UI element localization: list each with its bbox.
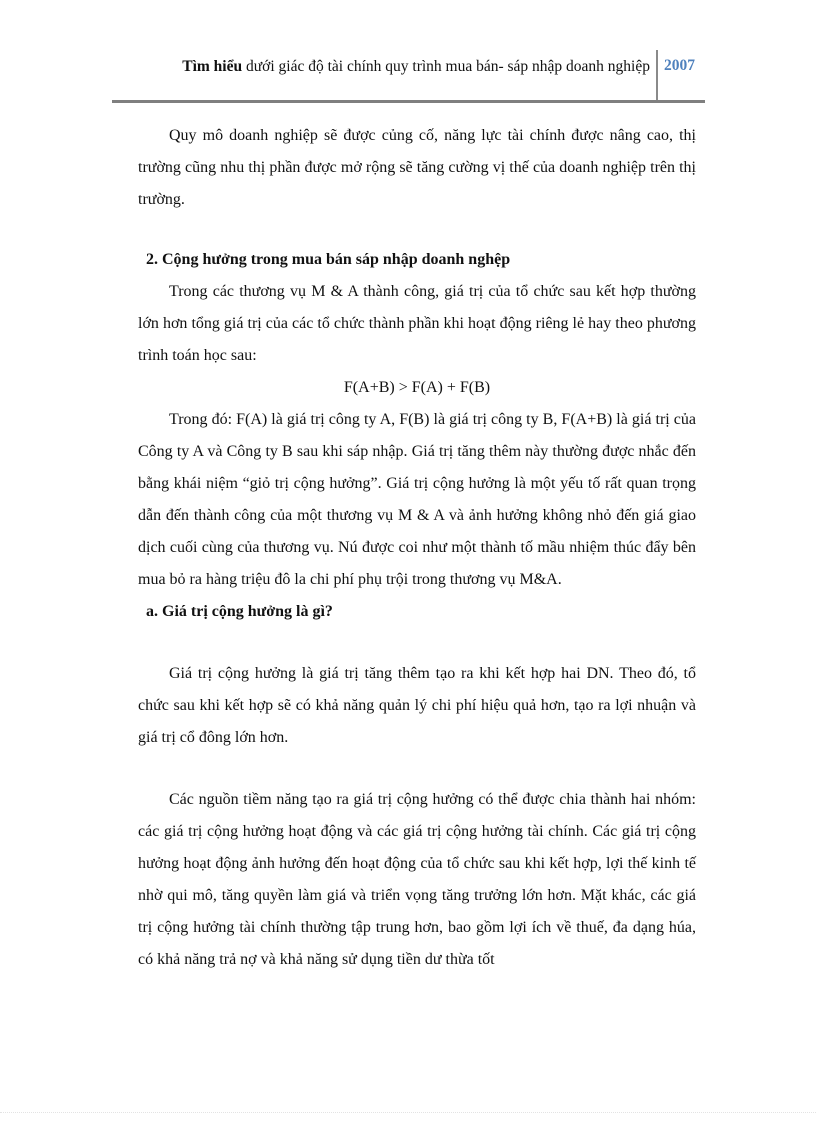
paragraph-formula-explanation: Trong đó: F(A) là giá trị công ty A, F(B) là giá trị công ty B, F(A+B) là giá trị của Công ty A và Công ty B sau khi sáp nhập. Giá trị tăng thêm này thường được nhắc đến bằng khái niệm “giỏ trị cộng hưởng”. Giá trị cộng hưởng là một yếu tố rất quan trọng dẫn đến thành công của một thương vụ M & A và ảnh hưởng không nhỏ đến giá giao dịch cuối cùng của thương vụ. Nú được coi như một thành tố mầu nhiệm thúc đẩy bên mua bỏ ra hàng triệu đô la chi phí phụ trội trong thương vụ M&A.	[138, 411, 696, 588]
header-rule	[112, 100, 705, 103]
header-title	[120, 58, 650, 76]
paragraph-synergy-sources: Các nguồn tiềm năng tạo ra giá trị cộng hưởng có thể được chia thành hai nhóm: các giá trị cộng hưởng hoạt động và các giá trị cộng hưởng tài chính. Các giá trị cộng hưởng hoạt động ảnh hưởng đến hoạt động của tổ chức sau khi kết hợp, lợi thế kinh tế nhờ qui mô, tăng quyền làm giá và triển vọng tăng trưởng lớn hơn. Mặt khác, các giá trị cộng hưởng tài chính thường tập trung hơn, bao gồm lợi ích về thuế, đa dạng húa, có khả năng trả nợ và khả năng sử dụng tiền dư thừa tốt	[138, 791, 696, 968]
header-title-lead: Tìm hiểu	[182, 58, 243, 75]
paragraph-scale: Quy mô doanh nghiệp sẽ được củng cố, năng lực tài chính được nâng cao, thị trường cũng nhu thị phần được mở rộng sẽ tăng cường vị thế của doanh nghiệp trên thị trường.	[138, 127, 696, 208]
document-body	[138, 120, 696, 976]
synergy-formula: F(A+B) > F(A) + F(B)	[343, 379, 491, 396]
header-separator	[656, 50, 658, 102]
paragraph-synergy-intro: Trong các thương vụ M & A thành công, giá trị của tổ chức sau kết hợp thường lớn hơn tổng giá trị của các tổ chức thành phần khi hoạt động riêng lẻ hay theo phương trình toán học sau:	[138, 283, 696, 364]
page-bottom-border	[0, 1112, 816, 1113]
subheading-what-is-synergy: a. Giá trị cộng hưởng là gì?	[146, 603, 333, 620]
header-year: 2007	[664, 57, 695, 74]
paragraph-synergy-definition: Giá trị cộng hưởng là giá trị tăng thêm tạo ra khi kết hợp hai DN. Theo đó, tổ chức sau khi kết hợp sẽ có khả năng quản lý chi phí hiệu quả hơn, tạo ra lợi nhuận và giá trị cổ đông lớn hơn.	[138, 665, 696, 746]
section-heading-synergy: 2. Cộng hưởng trong mua bán sáp nhập doanh nghệp	[146, 251, 511, 268]
header-title-rest: dưới giác độ tài chính quy trình mua bán- sáp nhập doanh nghiệp	[242, 58, 650, 75]
